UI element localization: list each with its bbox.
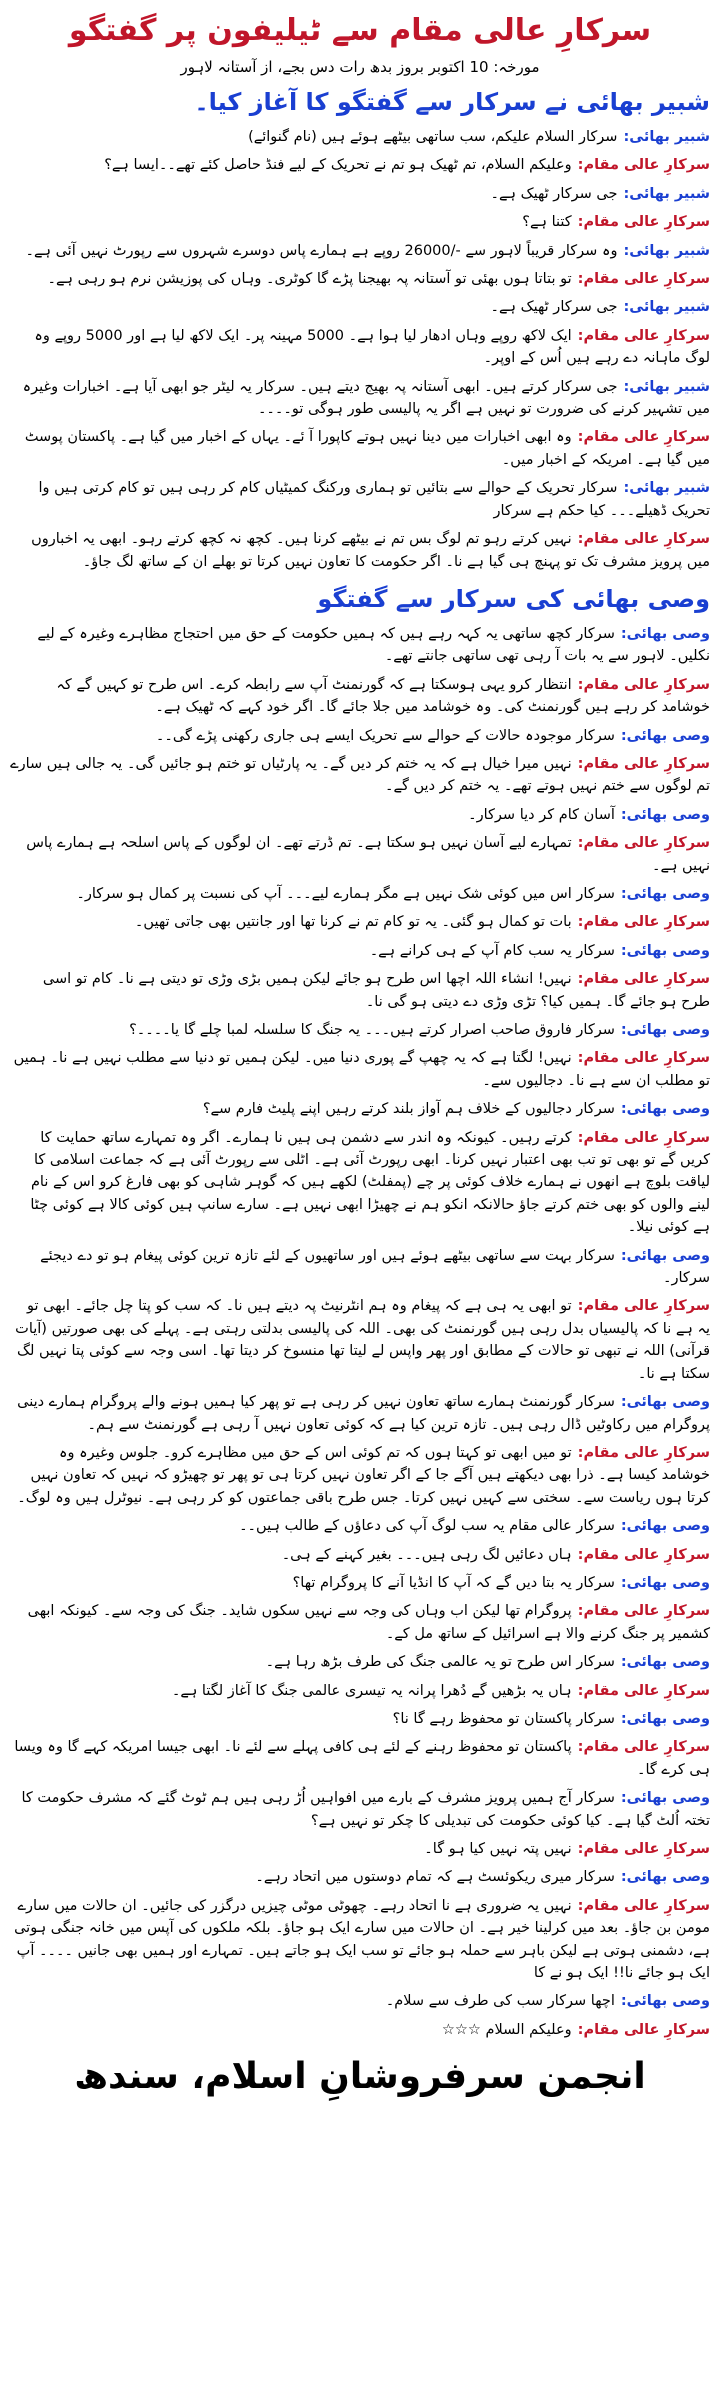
speaker-label: وصی بھائی: [620,1710,710,1727]
dialogue-line [10,832,710,877]
dialogue-line [10,240,710,262]
dialogue-text: جی سرکار کرتے ہیں۔ ابھی آستانہ پہ بھیج دیتے ہیں۔ سرکار یہ لیٹر جو ابھی آیا ہے۔ اخبارات وغیرہ میں تشہیر کرنے کی ضرورت تو نہیں ہے اگر یہ پالیسی طور ہوگی تو۔۔۔۔ [22,378,710,418]
speaker-label: سرکارِ عالی مقام: [577,676,710,693]
dialogue-line [10,883,710,905]
dialogue-text: سرکار یہ سب کام آپ کے ہی کرانے ہے۔ [369,942,615,959]
speaker-label: وصی بھائی: [620,727,710,744]
dialogue-text: تو میں ابھی تو کہتا ہوں کہ تم کوئی اس کے حق میں مظاہرے کرو۔ جلوس وغیرہ وہ خوشامد کیسا ہے۔ ذرا بھی دیکھتے ہیں آگے جا کے اگر تعاون نہیں کرتا ہی تو پھر تو چھیڑو کہ نہیں کہ تعاون نہیں کرتا ہوں ریاست سے۔ سختی سے کہیں نہیں کرتا۔ جس طرح باقی جماعتوں کو کر رہی ہے۔ نیوٹرل ہیں وہ لوگ۔ [17,1444,710,1506]
dialogue-line [10,911,710,933]
dialogue-line [10,1245,710,1290]
dialogue-line [10,1708,710,1730]
speaker-label: سرکارِ عالی مقام: [577,327,710,344]
dialogue-line [10,674,710,719]
section-heading: وصی بھائی کی سرکار سے گفتگو [317,584,710,613]
speaker-label: سرکارِ عالی مقام: [577,1739,710,1756]
dialogue-line [10,1838,710,1860]
speaker-label: وصی بھائی: [620,1518,710,1535]
dialogue-text: سرکار کچھ ساتھی یہ کہہ رہے ہیں کہ ہمیں حکومت کے حق میں احتجاج مظاہرے وغیرہ کے لیے نکلیں۔ لاہور سے یہ بات آ رہی تھی ساتھی جانتے تھے۔ [37,625,710,665]
transcript-body [10,82,710,2041]
dialogue-line [10,1600,710,1645]
dialogue-line [10,1680,710,1702]
speaker-label: وصی بھائی: [620,625,710,642]
speaker-label: سرکارِ عالی مقام: [577,1444,710,1461]
dialogue-line [10,725,710,747]
speaker-label: سرکارِ عالی مقام: [577,1841,710,1857]
speaker-label: سرکارِ عالی مقام: [577,1603,710,1620]
dialogue-line [10,1515,710,1537]
dialogue-text: نہیں! لگتا ہے کہ یہ چھپ گے پوری دنیا میں۔ لیکن ہمیں تو دنیا سے مطلب نہیں ہے نا۔ ہمیں تو مطلب ان سے ہے نا۔ دجالیوں سے۔ [13,1050,710,1089]
dialogue-text: سرکار اس میں کوئی شک نہیں ہے مگر ہمارے لیے۔۔۔ آپ کی نسبت پر کمال ہو سرکار۔ [76,885,615,902]
dialogue-text: تمہارے لیے آسان نہیں ہو سکتا ہے۔ تم ڈرتے تھے۔ ان لوگوں کے پاس اسلحہ ہے ہمارے پاس نہیں ہے۔ [26,835,710,874]
speaker-label: سرکارِ عالی مقام: [577,1298,710,1315]
speaker-label: سرکارِ عالی مقام: [577,531,710,548]
speaker-label: وصی بھائی: [620,1394,710,1411]
dialogue-text: پروگرام تھا لیکن اب وہاں کی وجہ سے نہیں سکوں شاید۔ جنگ کی وجہ سے۔ کیونکہ ابھی کشمیر پر جنگ کرنے والا ہے اسرائیل کے ساتھ مل کے۔ [27,1603,710,1642]
speaker-label: شبیر بھائی: [623,378,710,395]
dialogue-text: سرکار اس طرح تو یہ عالمی جنگ کی طرف بڑھ رہا ہے۔ [265,1654,615,1671]
speaker-label: وصی بھائی: [620,806,710,823]
speaker-label: وصی بھائی: [620,885,710,902]
dialogue-text: تو بتاتا ہوں بھئی تو آستانہ پہ بھیجنا پڑے گا کوٹری۔ وہاں کی پوزیشن نرم ہو رہی ہے۔ [47,271,572,288]
dialogue-text: سرکار السلام علیکم، سب ساتھی بیٹھے ہوئے ہیں (نام گنوائے) [248,129,618,145]
speaker-label: وصی بھائی: [620,1869,710,1886]
speaker-label: سرکارِ عالی مقام: [577,214,710,231]
dialogue-line [10,1127,710,1239]
dialogue-text: کتنا ہے؟ [522,214,572,231]
speaker-label: سرکارِ عالی مقام: [577,1129,710,1146]
dialogue-line [10,1990,710,2012]
dialogue-line [10,1572,710,1594]
dialogue-text: ایک لاکھ روپے وہاں ادھار لیا ہوا ہے۔ 5000 مہینہ پر۔ ایک لاکھ لیا ہے اور 5000 روپے وہ لوگ ماہانہ دے رہے ہیں اُس کے اوپر۔ [34,327,710,367]
dialogue-line [10,1651,710,1673]
dialogue-text: وعلیکم السلام، تم ٹھیک ہو تم نے تحریک کے لیے فنڈ حاصل کئے تھے۔۔ایسا ہے؟ [104,157,572,174]
speaker-label: سرکارِ عالی مقام: [577,914,710,931]
speaker-label: سرکارِ عالی مقام: [577,1050,710,1067]
speaker-label: سرکارِ عالی مقام: [577,1682,710,1699]
speaker-label: وصی بھائی: [620,1574,710,1591]
dialogue-line [10,1544,710,1566]
speaker-label: شبیر بھائی: [623,299,710,316]
speaker-label: سرکارِ عالی مقام: [577,1546,710,1563]
dialogue-line [10,376,710,421]
dialogue-line [10,154,710,176]
dialogue-line [10,1866,710,1888]
dialogue-line [10,2019,710,2041]
dialogue-line [10,296,710,318]
dialogue-line [10,968,710,1013]
dialogue-line [10,804,710,826]
speaker-label: سرکارِ عالی مقام: [577,1897,710,1914]
dialogue-text: جی سرکار ٹھیک ہے۔ [490,299,618,316]
dialogue-text: ہاں دعائیں لگ رہی ہیں۔۔۔ بغیر کہنے کے ہی۔ [281,1546,572,1563]
dialogue-text: سرکار آج ہمیں پرویز مشرف کے بارے میں افواہیں اُڑ رہی ہیں ہم ٹوٹ گئے کہ مشرف حکومت کا تختہ اُلٹ گیا ہے۔ کیا کوئی حکومت کی تبدیلی کا چکر تو نہیں ہے؟ [21,1790,710,1829]
dialogue-line [10,1019,710,1041]
dialogue-text: وعلیکم السلام ☆☆☆ [441,2021,572,2038]
dialogue-text: نہیں یہ ضروری ہے نا اتحاد رہے۔ چھوٹی موٹی چیزیں درگزر کی جائیں۔ ان حالات میں سارے مومن بن جاؤ۔ بعد میں کرلینا خیر ہے۔ ان حالات میں سارے ایک ہو جاؤ۔ بلکہ ملکوں کی آپس میں خانہ جنگی ہوتی ہے، دشمنی ہوتی ہے لیکن باہر سے حملہ ہو جائے تو سب ایک ہو جاتے ہیں۔ تمہارے اور ہمیں بھی جانیں ۔۔۔۔ آپ ایک ہو جائے نا!! ایک ہو نے کا [14,1897,710,1982]
speaker-label: وصی بھائی: [620,942,710,959]
speaker-label: وصی بھائی: [620,1101,710,1118]
dialogue-line [10,1442,710,1509]
speaker-label: سرکارِ عالی مقام: [577,271,710,288]
dialogue-line [10,1295,710,1385]
dialogue-line [10,268,710,290]
dialogue-text: آسان کام کر دیا سرکار۔ [468,806,615,823]
speaker-label: سرکارِ عالی مقام: [577,2021,710,2038]
dialogue-text: سرکار عالی مقام یہ سب لوگ آپ کی دعاؤں کے طالب ہیں۔۔ [239,1518,615,1535]
dialogue-line [10,1895,710,1985]
dialogue-text: پاکستان تو محفوظ رہنے کے لئے ہی کافی پہلے سے لئے نا۔ ابھی جیسا امریکہ کہے گا وہ ویسا ہی کرے گا۔ [14,1739,710,1778]
dialogue-text: بات تو کمال ہو گئی۔ یہ تو کام تم نے کرنا تھا اور جانتیں بھی جاتی تھیں۔ [134,914,572,931]
dialogue-line [10,126,710,148]
page-title: سرکارِ عالی مقام سے ٹیلیفون پر گفتگو [68,13,652,48]
dialogue-line [10,623,710,668]
dialogue-text: تو ابھی یہ ہی ہے کہ پیغام وہ ہم انٹرنیٹ پہ دیتے ہیں نا۔ کہ سب کو پتا چل جائے۔ ابھی تو یہ ہے نا کہ پالیسیاں بدل رہی ہیں گورنمنٹ کی بھی۔ اللہ کی پالیسی بدلتی رہتی ہے۔ پہلے کی بھی صورتیں (آیات قرآنی) اللہ نے تبھی تو حالات کے مطابق اور پھر واپس لے لیتا تھا منسوخ کر دیتا تھا۔ اسی وجہ سے کوئی پتا نہیں لگ سکتا ہے نا۔ [15,1298,710,1382]
speaker-label: شبیر بھائی: [623,129,710,145]
dialogue-text: جی سرکار ٹھیک ہے۔ [490,185,618,202]
dialogue-line [10,1391,710,1436]
speaker-label: وصی بھائی: [620,1790,710,1807]
speaker-label: سرکارِ عالی مقام: [577,835,710,852]
dialogue-text: ہاں یہ بڑھیں گے دُھرا پرانہ یہ تیسری عالمی جنگ کا آغاز لگتا ہے۔ [171,1682,572,1699]
speaker-label: سرکارِ عالی مقام: [577,157,710,174]
dialogue-text: سرکار یہ بتا دیں گے کہ آپ کا انڈیا آنے کا پروگرام تھا؟ [292,1574,615,1591]
dialogue-text: سرکار دجالیوں کے خلاف ہم آواز بلند کرتے رہیں اپنے پلیٹ فارم سے؟ [202,1101,615,1118]
dialogue-line [10,325,710,370]
dialogue-text: سرکار تحریک کے حوالے سے بتائیں تو ہماری ورکنگ کمیٹیاں کام کر رہی ہیں تو کام کرتی ہیں وا تحریک ڈھیلے۔۔۔ کیا حکم ہے سرکار [38,480,710,519]
dialogue-line [10,528,710,573]
dialogue-line [10,426,710,471]
speaker-label: وصی بھائی: [620,1654,710,1671]
speaker-label: وصی بھائی: [620,1993,710,2010]
dialogue-text: سرکار میری ریکوئسٹ ہے کہ تمام دوستوں میں اتحاد رہے۔ [255,1869,615,1886]
dialogue-text: نہیں میرا خیال ہے کہ یہ ختم کر دیں گے۔ یہ پارٹیاں تو ختم ہو جائیں گی۔ یہ جالی ہیں سارے تم لوگوں سے ختم نہیں ہوتے تھے۔ یہ ختم کر دیں گے۔ [10,755,710,795]
speaker-label: شبیر بھائی: [623,242,710,259]
dialogue-line [10,753,710,798]
speaker-label: سرکارِ عالی مقام: [577,755,710,772]
dialogue-line [10,1736,710,1781]
speaker-label: وصی بھائی: [620,1247,710,1264]
dialogue-text: انتظار کرو یہی ہوسکتا ہے کہ گورنمنٹ آپ سے رابطہ کرے۔ اس طرح تو کہیں گے کہ خوشامد کر رہے ہیں گورنمنٹ کی۔ وہ خوشامد میں جلا جائے گا۔ اگر خود کہے کہ ٹھیک ہے۔ [56,676,710,716]
dialogue-line [10,1047,710,1092]
dialogue-text: نہیں کرتے رہو تم لوگ بس تم نے بیٹھے کرنا ہیں۔ کچھ نہ کچھ کرتے رہو۔ ابھی یہ اخباروں میں پرویز مشرف تک تو پہنچ ہی گیا ہے نا۔ اگر حکومت کا تعاون نہیں کرتا تو بھلے ان کے ساتھ لگ جاؤ۔ [31,531,710,570]
dialogue-text: سرکار پاکستان تو محفوظ رہے گا نا؟ [392,1710,615,1727]
speaker-label: سرکارِ عالی مقام: [577,971,710,988]
speaker-label: شبیر بھائی: [623,480,710,497]
speaker-label: وصی بھائی: [620,1022,710,1038]
section-heading: شبیر بھائی نے سرکار سے گفتگو کا آغاز کیا۔ [194,88,710,116]
dialogue-text: نہیں! انشاء اللہ اچھا اس طرح ہو جائے لیکن ہمیں بڑی وڑی تو دیتی ہے نا۔ کام تو اسی طرح ہو جائے گا۔ ہمیں کیا؟ تڑی وڑی دے دیتی ہو گی نا۔ [42,971,710,1010]
dialogue-line [10,1098,710,1120]
dialogue-text: وہ ابھی اخبارات میں دینا نہیں ہوتے کاپورا آ ئے۔ یہاں کے اخبار میں گیا ہے۔ پاکستان پوسٹ میں گیا ہے۔ امریکہ کے اخبار میں۔ [24,429,710,468]
dialogue-text: سرکار موجودہ حالات کے حوالے سے تحریک ایسے ہی جاری رکھنی پڑے گی۔۔ [155,727,615,744]
dialogue-line [10,477,710,522]
dialogue-text: سرکار گورنمنٹ ہمارے ساتھ تعاون نہیں کر رہی ہے تو پھر کیا ہمیں ہونے والے پروگرام ہمارے دینی پروگرام میں رکاوٹیں ڈال رہی ہیں۔ تازہ ترین کیا ہے کہ کوئی تعاون نہیں آ رہی ہے گورنمنٹ سے ہم۔ [17,1394,710,1433]
dialogue-line [10,183,710,205]
dialogue-text: اچھا سرکار سب کی طرف سے سلام۔ [385,1993,615,2010]
speaker-label: سرکارِ عالی مقام: [577,429,710,446]
speaker-label: شبیر بھائی: [623,185,710,202]
dateline: مورخہ: 10 اکتوبر بروز بدھ رات دس بجے، از آستانہ لاہور [180,58,540,76]
dialogue-line [10,1787,710,1832]
dialogue-text: سرکار فاروق صاحب اصرار کرتے ہیں۔۔۔ یہ جنگ کا سلسلہ لمبا چلے گا یا۔۔۔۔؟ [129,1022,615,1038]
dialogue-line [10,211,710,233]
footer-organization: انجمن سرفروشانِ اسلام، سندھ [74,2056,646,2098]
dialogue-text: وہ سرکار قریباً لاہور سے -/26000 روپے ہے ہمارے پاس دوسرے شہروں سے رپورٹ نہیں آئی ہے۔ [25,242,618,259]
dialogue-text: نہیں پتہ نہیں کیا ہو گا۔ [424,1841,572,1857]
dialogue-text: کرتے رہیں۔ کیونکہ وہ اندر سے دشمن ہی ہیں نا ہمارے۔ اگر وہ تمہارے ساتھ حمایت کا کریں گے تو بھی تو تب بھی اعتبار نہیں کرنا۔ ابھی رپورٹ آئی ہے۔ اٹلی سے رپورٹ آئی ہے کہ جماعت اسلامی کا لیاقت بلوچ ہے انھوں نے ہمارے خلاف کوئی پر چے (پمفلٹ) لکھے ہیں کہ گوہر شاہی کو بھی فارغ کرو اس کے نام لینے والوں کو بھی ختم کرتے جاؤ حالانکہ انکو ہم نے چھیڑا ابھی نہیں ہے۔ سارے سانپ ہیں کوئی کالا ہے کوئی چٹا ہے کوئی نیلا۔ [30,1129,710,1236]
dialogue-line [10,940,710,962]
dialogue-text: سرکار بہت سے ساتھی بیٹھے ہوئے ہیں اور ساتھیوں کے لئے تازہ ترین کوئی پیغام ہو تو دے دیجئے سرکار۔ [40,1247,710,1287]
